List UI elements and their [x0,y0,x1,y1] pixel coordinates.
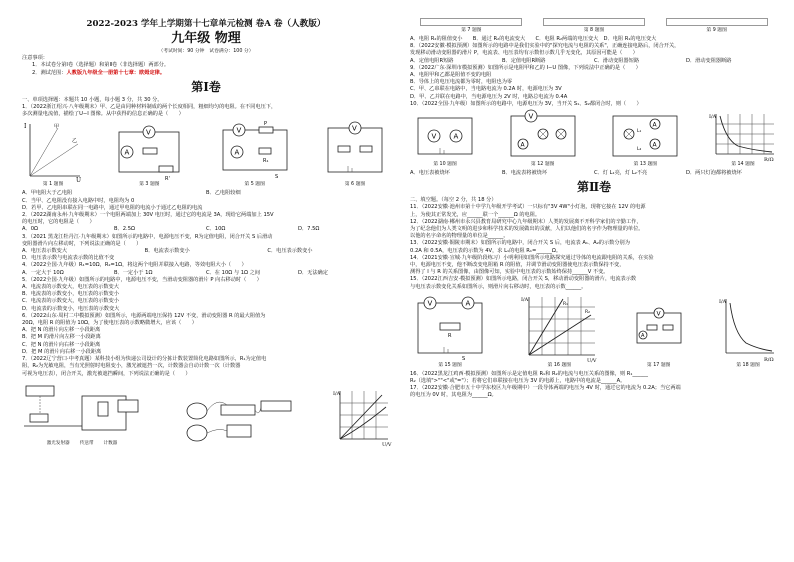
q5-option-d: D．电流表的示数变小，电压表的示数变大 [22,305,120,312]
q11-line2: 上，为使其正常发光，应______联一个______Ω 的电阻。 [410,211,541,218]
svg-text:U/V: U/V [587,357,597,364]
figures-row-7 [22,380,390,447]
circuit-figure-5 [215,120,295,182]
svg-text:U: U [76,177,82,185]
figure-12 [503,110,583,168]
q8-options [410,58,778,65]
q16-line2: R₂（选填">""<"或"="）；若将它们串联接在电压为 3V 的电源上，电路中的电流是______A。 [410,378,626,385]
note-highlight: 人教版九年级全一册第十七章：欧姆定律。 [66,69,166,76]
q15-line2: 与电压表示数变化关系如图所示，则滑片向右移动时，电压表的示数______。 [410,283,587,290]
circuit-figure-6 [320,120,390,182]
svg-text:V: V [236,126,241,135]
right-column [410,18,778,400]
svg-text:A: A [465,299,471,308]
q17-line2: 的电压为 0V 时，其电阻为______Ω。 [410,392,497,399]
q4-options [22,270,390,277]
figure-13 [605,110,685,168]
q2-option-b: B．2.5Ω [114,226,135,233]
q9-option-a: A．电阻甲和乙都是阻值不变的电阻 [410,72,492,79]
caption-fig-9: 第 9 题图 [706,28,727,33]
caption-fig-3: 第 3 题图 [139,182,160,188]
svg-text:I/A: I/A [708,114,717,121]
q5-option-a: A．电流表的示数变大，电压表的示数变大 [22,284,119,291]
q6-option-c: C．把 N 的滑片向右移一小段距离 [22,341,101,348]
top-fig-8 [543,18,645,34]
fig7-label-counter: 计数器 [103,440,118,446]
q10-option-c: C．灯 L₁亮，灯 L₂不亮 [594,170,648,177]
q6-option-a: A．把 N 的滑片向左移一小段距离 [22,327,101,334]
q6-option-b: B．把 M 的滑片向左移一小段距离 [22,334,101,341]
svg-text:V: V [528,112,533,121]
q8-line1: 8．（2022安徽·模拟预测）如图所示的电路中是我们实验中的"探究电流与电阻的关系"，正确连接电路后，闭合开关， [410,43,680,50]
q4-option-d: D．无法确定 [298,269,328,276]
figures-row-10 [410,110,778,168]
q4-line1: 4．（2022全国·九年级）R₁=10Ω，R₂=1Ω，将这两个电阻并联接入电路，等效电阻大小（ ） [22,262,247,269]
svg-text:R: R [448,332,452,339]
q10-option-a: A．电压表被烧坏 [410,170,450,177]
q7-line1: 7．（2022辽宁营口·中考真题）某科技小组为快递公司设计的分拣计数装置简化电路如图所示，R₁为定值电 [22,356,267,363]
caption-fig-16: 第 16 题图 [547,362,572,368]
q8-option-c: C．滑动变阻器短路 [594,57,640,64]
top-fig-9-box [666,18,768,26]
experiment-equipment-figure [177,387,297,447]
circuit-figure-10 [410,110,480,162]
q6-line1: 6．（2022山东·周村二中模拟预测）如图所示，电源两端电压保持 12V 不变，滑动变阻器 R 的最大阻值为 [22,312,266,319]
figure-5 [215,120,295,188]
svg-text:A: A [652,121,657,129]
figure-8-equipment [177,387,297,447]
svg-text:R₂: R₂ [585,309,591,315]
circuit-figure-15 [410,293,490,363]
iu-graph-figure-9 [332,387,390,447]
q3-option-b: B．电流表示数变小 [144,248,190,255]
q14-line3: 测得了 I 与 R 的关系图像，由图像可知，实验中电压表的示数始终保持______V 不变。 [410,269,609,276]
svg-text:V: V [427,299,433,308]
q13-line1: 13．（2022安徽·铜陵市期末）如图所示的电路中，闭合开关 S 后，电流表 A₁、A₂的示数分别为 [410,240,630,247]
svg-text:I/A: I/A [333,390,341,397]
note-item-2 [22,70,390,77]
q14-line1: 14．（2021安徽·宣城·九年级阶段练习）小明利用如图所示电路探究通过导体的电流跟电阻的关系，在实验 [410,254,654,261]
svg-text:A: A [520,141,525,149]
figure-16 [519,293,599,369]
figures-row-1 [22,120,390,188]
top-fig-9 [666,18,768,34]
sorting-device-figure [22,380,142,440]
notes-heading: 注意事项： [22,55,48,62]
svg-text:R₁: R₁ [262,158,269,165]
caption-fig-13: 第 13 题图 [633,162,658,168]
caption-fig-5: 第 5 题图 [244,182,265,188]
caption-fig-6: 第 6 题图 [344,182,366,188]
svg-text:L₂: L₂ [637,147,642,153]
q8-line2: 发现移动滑动变阻器的滑片 P，电流表、电压表均有示数但示数几乎无变化，其原因可能是（ ） [410,50,638,57]
circuit-figure-13 [605,110,685,162]
svg-text:S: S [274,174,278,181]
left-column [22,18,390,449]
svg-text:R/Ω: R/Ω [763,157,774,164]
svg-text:I/A: I/A [718,298,727,305]
q4-option-b: B．一定小于 1Ω [114,269,153,276]
caption-fig-1: 第 1 题图 [42,182,64,188]
q2-options [22,226,390,233]
figure-9-graph [332,387,390,447]
q9-option-d: D．甲、乙并联在电路中，当电源电压为 2V 时，电路总电流为 0.4A [410,93,568,100]
caption-fig-7: 第 7 题图 [461,28,482,33]
q16-line1: 16．（2022黑龙江鸡西·模拟预测）如图所示是定值电阻 R₁和 R₂的电流与电压关系的图像，则 R₁______ [410,370,648,377]
caption-fig-10: 第 10 题图 [433,162,457,168]
svg-text:乙: 乙 [72,138,78,145]
top-figures-row [410,18,778,34]
part1-title: 第Ⅰ卷 [191,79,221,94]
exam-subtitle: 九年级 物理 [171,31,241,46]
q2-option-c: C．10Ω [206,226,226,233]
q3-option-a: A．电压表示数变大 [22,248,68,255]
q1-option-c: C．当甲、乙电阻没有接入电路中时，电阻均为 0 [22,197,135,204]
svg-text:A: A [453,132,459,141]
q12-line2: 为了纪念他们为人类文明的进步和科学技术的发展做出的贡献，人们以他们的名字作为物理量的单位。 [410,226,644,233]
svg-text:V: V [146,128,152,137]
q8-option-a: A．定值电阻R短路 [410,57,454,64]
caption-fig-18: 第 18 题图 [736,362,760,368]
q12-line3: 以他的名字命名的物理量的单位是______。 [410,233,509,240]
caption-fig-14: 第 14 题图 [731,162,755,168]
q15-line1: 15．（2022江西吉安·模拟预测）如图所示电路，闭合开关 S，移动滑动变阻器的滑片，电流表示数 [410,276,637,283]
figure-6 [320,120,390,188]
q1-line1: 1．（2022浙江绍兴·八年级期末）甲、乙是由同种材料制成的两个长度相同，粗细均匀的电阻。在不同电压下， [22,104,277,111]
q6-line2: 20Ω，电阻 R 的阻值为 10Ω，为了使电压表的示数略微增大，应该（ ） [22,320,197,327]
q4-option-a: A．一定大于 10Ω [22,269,64,276]
q2-option-a: A．0Ω [22,226,39,233]
ir-graph-figure-14 [708,110,778,162]
q9-option-c: C．甲、乙串联在电路中，当电路电流为 0.2A 时，电源电压为 3V [410,86,562,93]
q7-line2: 阻，R₂为光敏电阻，当有光照射时电阻变小，激光被遮挡一次，计数器会自动计数一次（计数器 [22,363,241,370]
q10-line1: 10．（2022全国·九年级）如图所示的电路中，电源电压为 3V，当开关 S₁、S₂都闭合时，则（ ） [410,100,642,107]
caption-fig-8: 第 8 题图 [583,28,605,33]
top-fig-8-box [543,18,645,26]
svg-text:U/V: U/V [382,441,392,448]
svg-text:P: P [263,121,267,128]
fig7-label-belt: 传送带 [79,440,94,446]
svg-text:L₁: L₁ [637,129,642,135]
figure-3 [109,120,189,188]
q7-options: A．电阻 R₂的阻值变小 B．通过 R₂的电流变大 C．电阻 R₂两端的电压变大 D．电阻 R₁的电压变大 [410,36,657,42]
q12-line1: 12．（2022湖南·郴州市永兴县教育局研究中心九年级期末）人类的发展离不开科学家们的辛勤工作， [410,218,642,225]
q8-option-d: D．滑动变阻器断路 [686,57,732,64]
q9-option-b: B．导体上的电压电流都为零时，电阻也为零 [410,79,513,86]
q9-line1: 9．（2022广东·深圳市模拟预测）如图所示是电阻甲和乙的 I−U 图像，下列说法中正确的是（ ） [410,64,641,71]
note-item-2-text: 2．测试范围： [32,69,67,76]
q10-option-d: D．两只灯泡都将被烧坏 [686,170,742,177]
caption-fig-15: 第 15 题图 [438,362,462,368]
q10-option-b: B．电流表将被烧坏 [502,170,548,177]
exam-title: 2022-2023 学年上学期第十七章单元检测 卷A 卷（人教版） [86,19,326,29]
q1-line2: 多次测量电流值，描绘了U−I 图像。从中获得的信息正确的是（ ） [22,111,184,118]
svg-text:A: A [124,148,130,157]
figure-15 [410,293,490,369]
figure-17 [629,293,689,369]
svg-text:R': R' [165,176,171,183]
figure-1 [22,120,84,188]
q17-line1: 17．（2022安徽·合肥市五十中学东校区九年级期中）一段导体两端的电压为 4V 时，通过它的电流为 0.2A；当它两端 [410,385,681,392]
svg-text:R₁: R₁ [563,301,569,307]
figure-18 [718,293,778,369]
figure-7-device [22,380,142,447]
q10-options [410,170,778,177]
ir-graph-figure-18 [718,293,778,363]
q3-line2: 变阻器滑片向左移动时，下列说法正确的是（ ） [22,240,142,247]
fig7-labels [47,440,118,447]
q7-line3: 可视为电压表），闭合开关，激光被遮挡瞬间，下列说法正确的是（ ） [22,370,191,377]
note-item-1: 1．本试卷分第Ⅰ卷（选择题）和第Ⅱ卷（非选择题）两部分。 [32,62,170,69]
svg-text:甲: 甲 [54,124,60,131]
q3-line1: 3．（2021 黑龙江牡丹江·九年级期末）如图所示的电路中，电源电压不变，R为定值电阻，闭合开关 S 后滑动 [22,233,273,240]
iu-graph-figure-16 [519,293,599,363]
q13-line2: 0.2A 和 0.5A，电压表的示数为 4V，求 L₁的电阻 R₁=______Ω。 [410,247,562,254]
q1-option-a: A．甲电阻大于乙电阻 [22,190,73,197]
q5-line1: 5．（2022全国·九年级）如图所示的电路中，电源电压不变，当滑动变阻器的滑片 P 向右移动时（ ） [22,276,262,283]
q3-option-c: C．电压表示数变小 [267,248,313,255]
figure-10 [410,110,480,168]
svg-text:V: V [431,132,437,141]
figures-row-15 [410,293,778,369]
circuit-figure-3 [109,120,189,182]
top-fig-7-box [420,18,522,26]
q6-option-d: D．把 M 的滑片向右移一小段距离 [22,348,102,355]
q8-option-b: B．定值电阻R断路 [502,57,546,64]
part2-section: 二、填空题。（每空 2 分，共 18 分） [410,197,497,204]
caption-fig-12: 第 12 题图 [530,162,555,168]
svg-text:A: A [652,141,657,149]
svg-text:I/A: I/A [521,296,529,303]
svg-text:A: A [234,148,239,157]
part1-section: 一、单项选择题：本题共 10 小题，每小题 3 分，共 30 分。 [22,96,163,103]
svg-text:S: S [462,355,466,362]
fig7-label-laser: 激光发射器 [46,440,70,446]
top-fig-7 [420,18,522,34]
circuit-figure-12 [503,110,583,162]
q5-option-b: B．电流表的示数变小，电压表的示数变小 [22,291,119,298]
q2-line2: 的电压时，它的电阻是（ ） [22,219,95,226]
q1-options-row-1 [22,190,390,197]
q2-option-d: D．7.5Ω [298,226,320,233]
svg-text:V: V [351,124,357,133]
circuit-figure-17 [629,293,689,363]
caption-fig-17: 第 17 题图 [646,362,671,368]
part2-title: 第Ⅱ卷 [576,180,612,195]
q5-option-c: C．电流表的示数变大，电压表的示数变小 [22,298,119,305]
figure-14 [708,110,778,168]
svg-text:R/Ω: R/Ω [763,356,774,363]
exam-meta: （考试时间：90 分钟 试卷满分：100 分） [158,49,254,54]
svg-text:V: V [656,310,661,318]
svg-text:I: I [24,123,27,131]
svg-text:A: A [640,332,645,339]
q1-option-b: B．乙电阻较细 [206,190,241,197]
q3-option-d: D．电压表示数与电流表示数的比值不变 [22,255,115,262]
q14-line2: 中，电源电压不变，他不断改变电阻箱 R 的阻值，并调节滑动变阻器使电压表示数保持不变， [410,262,625,269]
q2-line1: 2．（2022湖南永州·九年级期末）一个电阻两端加上 30V 电压时，通过它的电流是 3A，现给它两端加上 15V [22,212,274,219]
q1-option-d: D．若甲、乙电阻串联在同一电路中，通过甲电阻的电流小于通过乙电阻的电流 [22,204,203,211]
q4-option-c: C．在 10Ω 与 1Ω 之间 [206,269,260,276]
q11-line1: 11．（2022安徽·池州市第十中学九年级开学考试）一只标有"3V 4W"小灯泡，现将它接在 12V 的电源 [410,204,646,211]
